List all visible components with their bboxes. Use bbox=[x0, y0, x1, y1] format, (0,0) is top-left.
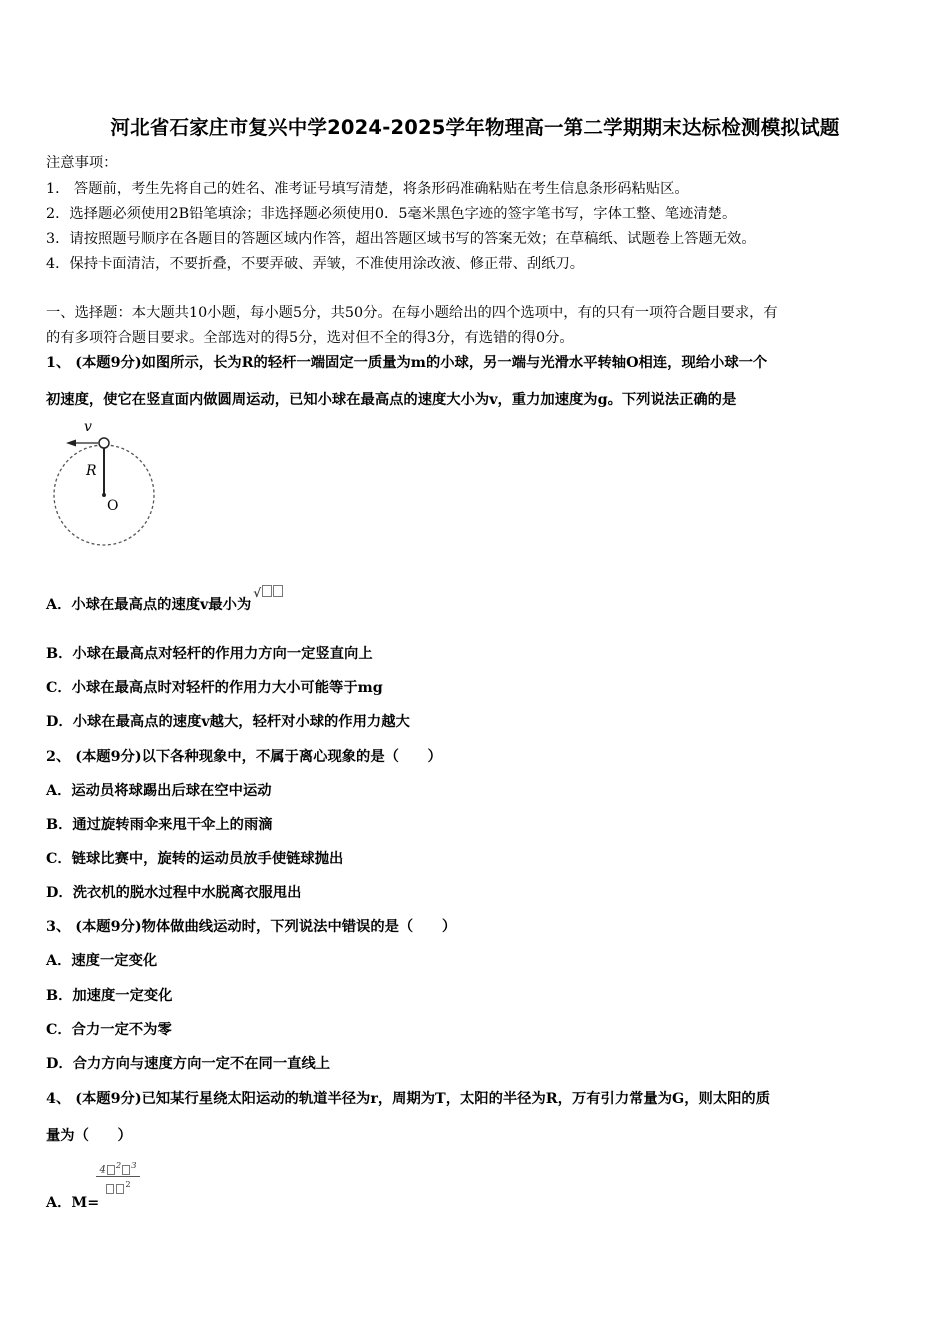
notice-item: 1． 答题前，考生先将自己的姓名、准考证号填写清楚，将条形码准确粘贴在考生信息条形码粘贴区。 bbox=[46, 181, 689, 197]
q3-option-d: D．合力方向与速度方向一定不在同一直线上 bbox=[46, 1056, 331, 1072]
q1-option-a bbox=[46, 586, 283, 614]
velocity-label: v bbox=[84, 419, 92, 435]
q2-stem: 2、 (本题9分)以下各种现象中，不属于离心现象的是（ ） bbox=[46, 749, 442, 765]
notice-heading: 注意事项： bbox=[46, 155, 118, 171]
q1-stem-line2: 初速度，使它在竖直面内做圆周运动，已知小球在最高点的速度大小为v，重力加速度为g。下列说法正确的是 bbox=[46, 392, 737, 408]
radius-label: R bbox=[86, 463, 97, 479]
pivot-label: O bbox=[107, 498, 119, 514]
velocity-arrowhead bbox=[66, 440, 76, 447]
q1-option-c: C．小球在最高点时对轻杆的作用力大小可能等于mg bbox=[46, 680, 383, 696]
sqrt-formula: √ bbox=[253, 585, 283, 600]
q2-option-a: A．运动员将球踢出后球在空中运动 bbox=[46, 783, 272, 799]
pivot bbox=[102, 493, 106, 497]
section-intro-line2: 的有多项符合题目要求。全部选对的得5分，选对但不全的得3分，有选错的得0分。 bbox=[46, 330, 574, 346]
ball bbox=[99, 438, 109, 448]
q1-stem-line1: 1、 (本题9分)如图所示，长为R的轻杆一端固定一质量为m的小球，另一端与光滑水平转轴O相连，现给小球一个 bbox=[46, 355, 768, 371]
fraction-denominator: 2 bbox=[96, 1177, 140, 1194]
notice-item: 3．请按照题号顺序在各题目的答题区域内作答，超出答题区域书写的答案无效；在草稿纸、试题卷上答题无效。 bbox=[46, 231, 756, 247]
q1-option-b: B．小球在最高点对轻杆的作用力方向一定竖直向上 bbox=[46, 646, 373, 662]
q3-stem: 3、 (本题9分)物体做曲线运动时，下列说法中错误的是（ ） bbox=[46, 919, 457, 935]
q1-option-d: D．小球在最高点的速度v越大，轻杆对小球的作用力越大 bbox=[46, 714, 410, 730]
q2-option-b: B．通过旋转雨伞来甩干伞上的雨滴 bbox=[46, 817, 273, 833]
q2-option-c: C．链球比赛中，旋转的运动员放手使链球抛出 bbox=[46, 851, 344, 867]
page-title: 河北省石家庄市复兴中学2024-2025学年物理高一第二学期期末达标检测模拟试题 bbox=[110, 116, 840, 139]
q3-option-b: B．加速度一定变化 bbox=[46, 988, 173, 1004]
q3-option-a: A．速度一定变化 bbox=[46, 953, 158, 969]
section-intro-line1: 一、选择题：本大题共10小题，每小题5分，共50分。在每小题给出的四个选项中，有的只有一项符合题目要求，有 bbox=[46, 305, 778, 321]
q4-stem-line1: 4、 (本题9分)已知某行星绕太阳运动的轨道半径为r，周期为T，太阳的半径为R，万有引力常量为G，则太阳的质 bbox=[46, 1091, 771, 1107]
fraction-numerator: 4 $^2$ $^3$ bbox=[96, 1160, 140, 1177]
q3-option-c: C．合力一定不为零 bbox=[46, 1022, 172, 1038]
q4-stem-line2: 量为（ ） bbox=[46, 1128, 132, 1144]
q4-option-a: A．M= bbox=[46, 1195, 100, 1211]
mass-formula-fraction bbox=[96, 1160, 140, 1195]
q2-option-d: D．洗衣机的脱水过程中水脱离衣服甩出 bbox=[46, 885, 302, 901]
notice-item: 2．选择题必须使用2B铅笔填涂；非选择题必须使用0．5毫米黑色字迹的签字笔书写，字体工整、笔迹清楚。 bbox=[46, 206, 737, 222]
q1-option-a-text: A．小球在最高点的速度v最小为 bbox=[46, 597, 252, 613]
circular-motion-diagram bbox=[48, 415, 160, 555]
notice-item: 4．保持卡面清洁，不要折叠，不要弄破、弄皱，不准使用涂改液、修正带、刮纸刀。 bbox=[46, 256, 585, 272]
